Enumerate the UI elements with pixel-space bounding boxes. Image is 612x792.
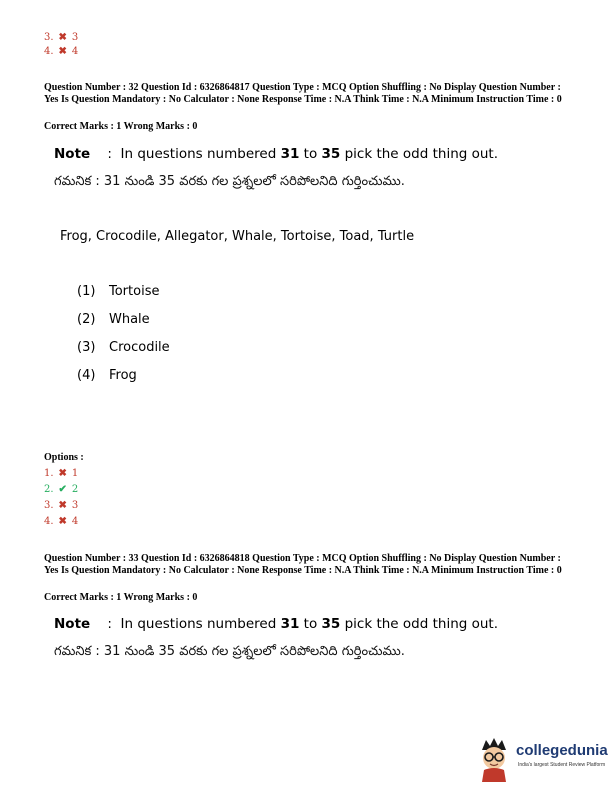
choice-text: Frog bbox=[109, 368, 137, 383]
note-line bbox=[54, 616, 498, 632]
option-item bbox=[44, 32, 78, 44]
telugu-note: గమనిక : 31 నుండి 35 వరకు గల ప్రశ్నలలో సరిపోలనిది గుర్తించుము. bbox=[54, 644, 405, 659]
option-value: 4 bbox=[71, 516, 79, 527]
note-colon: : bbox=[107, 146, 112, 162]
option-number: 2. bbox=[44, 484, 54, 495]
note-line bbox=[54, 146, 498, 162]
option-number: 1. bbox=[44, 468, 54, 479]
option-item bbox=[44, 484, 78, 496]
cross-icon: ✖ bbox=[58, 516, 67, 527]
note-text: pick the odd thing out. bbox=[344, 146, 499, 162]
option-item bbox=[44, 516, 78, 528]
option-number: 4. bbox=[44, 516, 54, 527]
option-number: 3. bbox=[44, 500, 54, 511]
option-value: 3 bbox=[71, 500, 79, 511]
note-label: Note bbox=[54, 616, 91, 632]
choice-number: (1) bbox=[77, 284, 96, 299]
collegedunia-logo bbox=[474, 736, 610, 782]
note-number: 35 bbox=[321, 146, 341, 162]
answer-choice bbox=[77, 368, 137, 383]
option-value: 1 bbox=[71, 468, 79, 479]
note-number: 31 bbox=[280, 616, 300, 632]
cross-icon: ✖ bbox=[58, 500, 67, 511]
choice-text: Whale bbox=[109, 312, 150, 327]
note-text: In questions numbered bbox=[120, 616, 277, 632]
options-label: Options : bbox=[44, 452, 84, 463]
cross-icon: ✖ bbox=[58, 468, 67, 479]
cross-icon: ✖ bbox=[58, 46, 67, 57]
option-item bbox=[44, 46, 78, 58]
telugu-note: గమనిక : 31 నుండి 35 వరకు గల ప్రశ్నలలో సరిపోలనిది గుర్తించుము. bbox=[54, 174, 405, 189]
note-number: 35 bbox=[321, 616, 341, 632]
note-text: to bbox=[303, 616, 318, 632]
answer-choice bbox=[77, 312, 150, 327]
brand-name: collegedunia bbox=[516, 742, 608, 759]
option-number: 4. bbox=[44, 46, 54, 57]
question-header: Question Number : 32 Question Id : 6326864817 Question Type : MCQ Option Shuffling : No Display Question Number : Yes Is Question Mandatory : No Calculator : None Response Time : N.A Think Time : N.A Minimum Instruction Time : 0 bbox=[44, 82, 562, 105]
note-text: In questions numbered bbox=[120, 146, 277, 162]
option-item bbox=[44, 500, 78, 512]
option-value: 3 bbox=[71, 32, 79, 43]
choice-number: (3) bbox=[77, 340, 96, 355]
brand-tagline: India's largest Student Review Platform bbox=[518, 762, 606, 768]
choice-number: (4) bbox=[77, 368, 96, 383]
answer-choice bbox=[77, 340, 170, 355]
question-header: Question Number : 33 Question Id : 6326864818 Question Type : MCQ Option Shuffling : No Display Question Number : Yes Is Question Mandatory : No Calculator : None Response Time : N.A Think Time : N.A Minimum Instruction Time : 0 bbox=[44, 553, 562, 576]
option-item bbox=[44, 468, 78, 480]
choice-text: Crocodile bbox=[109, 340, 170, 355]
note-label: Note bbox=[54, 146, 91, 162]
question-marks: Correct Marks : 1 Wrong Marks : 0 bbox=[44, 121, 198, 132]
note-number: 31 bbox=[280, 146, 300, 162]
option-number: 3. bbox=[44, 32, 54, 43]
checkmark-icon: ✔ bbox=[58, 484, 67, 495]
answer-choice bbox=[77, 284, 159, 299]
question-text: Frog, Crocodile, Allegator, Whale, Tortoise, Toad, Turtle bbox=[60, 229, 415, 244]
note-colon: : bbox=[107, 616, 112, 632]
choice-number: (2) bbox=[77, 312, 96, 327]
question-marks: Correct Marks : 1 Wrong Marks : 0 bbox=[44, 592, 198, 603]
choice-text: Tortoise bbox=[109, 284, 160, 299]
note-text: pick the odd thing out. bbox=[344, 616, 499, 632]
option-value: 4 bbox=[71, 46, 79, 57]
cross-icon: ✖ bbox=[58, 32, 67, 43]
option-value: 2 bbox=[71, 484, 79, 495]
note-text: to bbox=[303, 146, 318, 162]
mascot-icon bbox=[474, 736, 514, 782]
